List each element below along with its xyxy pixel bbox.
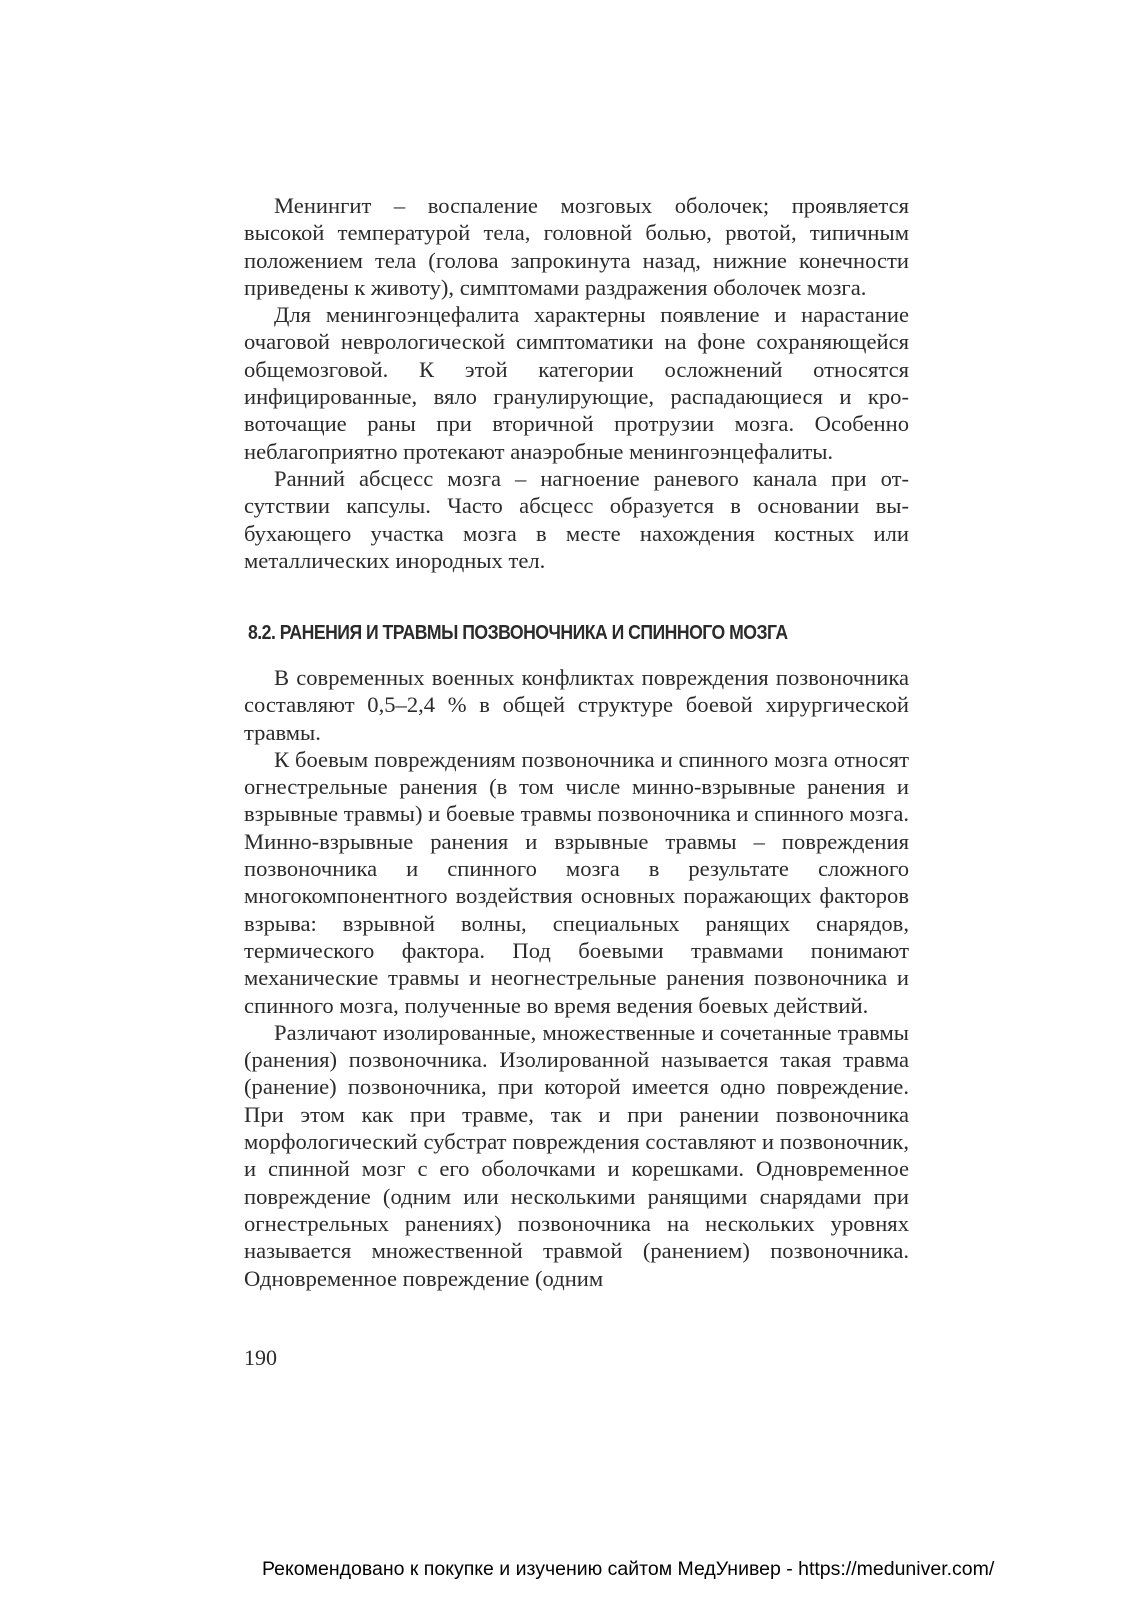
paragraph: Ранний абсцесс мозга – нагноение раневого канала при отсутствии капсулы. Часто абсцесс образуется в основании выбухающего участка мозга в месте нахождения костных или металлических инородных тел. xyxy=(244,465,909,573)
section-heading: 8.2. РАНЕНИЯ И ТРАВМЫ ПОЗВОНОЧНИКА И СПИННОГО МОЗГА xyxy=(248,621,788,644)
paragraph: Менингит – воспаление мозговых оболочек; проявляется высокой температурой тела, головной болью, рвотой, типичным положением тела (голова запрокинута назад, нижние конечности приведены к животу), симптомами раздражения оболочек мозга. xyxy=(244,193,909,300)
paragraph: В современных военных конфликтах повреждения позвоночника составляют 0,5–2,4 % в общей структуре боевой хирургической травмы. xyxy=(244,665,909,745)
paragraph: К боевым повреждениям позвоночника и спинного мозга относят огнестрельные ранения (в том числе минно-взрывные ранения и взрывные травмы) и боевые травмы позвоночника и спинного мозга. Минно-взрывные ранения и взрывные травмы – повреждения позвоночника и спинного мозга в результате сложного многокомпонентного воздействия основных поражающих факторов взрыва: взрывной волны, специальных ранящих снарядов, термического фактора. Под боевыми травмами понимают механические травмы и неогнестрельные ранения позвоночника и спинного мозга, полученные во время ведения боевых действий. xyxy=(244,746,909,1018)
page-number: 190 xyxy=(244,1345,277,1370)
paragraph: Различают изолированные, множественные и сочетанные травмы (ранения) позвоночника. Изолированной называется такая травма (ранение) позвоночника, при которой имеется одно повреждение. При этом как при травме, так и при ранении позвоночника морфологический субстрат повреждения составляют и позвоночник, и спинной мозг с его оболочками и корешками. Одновременное повреждение (одним или несколькими ранящими снарядами при огнестрельных ранениях) позвоночника на нескольких уровнях называется множественной травмой (ранением) позвоночника. Одновременное повреждение (одним xyxy=(244,1019,909,1291)
footer-banner[interactable]: Рекомендовано к покупке и изучению сайтом МедУнивер - https://meduniver.com/ xyxy=(262,1558,995,1580)
body-text-top xyxy=(244,192,909,574)
body-text-section xyxy=(244,664,909,1292)
paragraph: Для менингоэнцефалита характерны появление и нарастание очаговой неврологической симптоматики на фоне сохраняющейся общемозговой. К этой категории осложнений относятся инфицированные, вяло гранулирующие, распадающиеся и кровоточащие раны при вторичной протрузии мозга. Особенно неблагоприятно протекают анаэробные менингоэнцефалиты. xyxy=(244,302,909,464)
